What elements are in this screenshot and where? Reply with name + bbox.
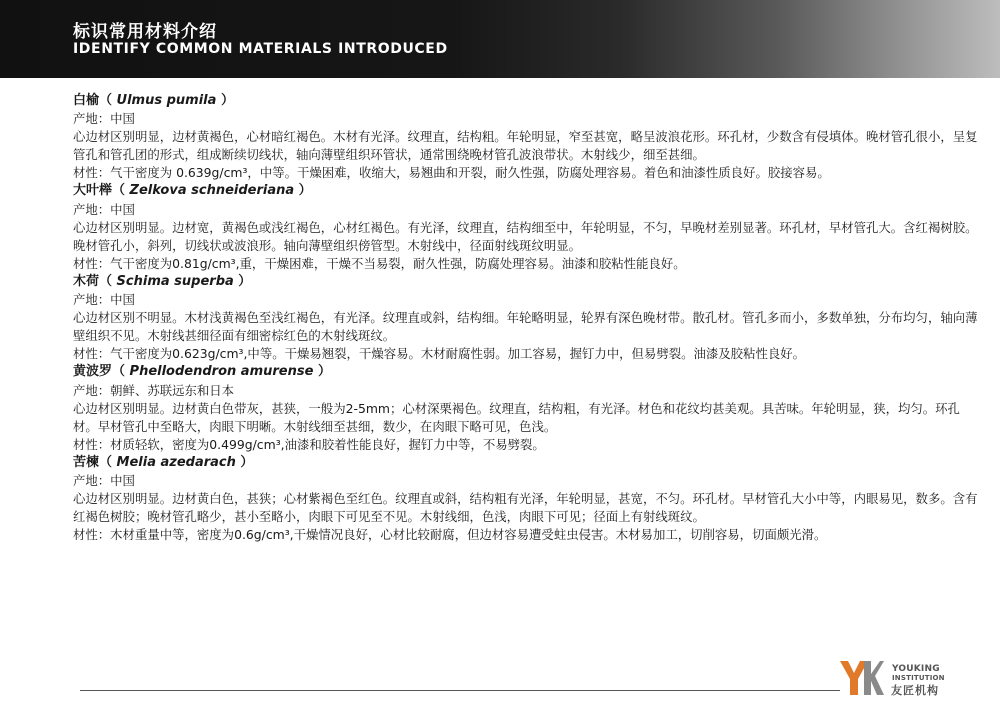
material-description: 心边材区别明显。边材黄白色带灰，甚狭，一般为2-5mm；心材深栗褐色。纹理直，结构粗，有光泽。材色和花纹均甚美观。具苦味。年轮明显，狭，均匀。环孔材。早材管孔中至略大，肉眼下明晰。木射线细至甚细，数少，在肉眼下略可见，色浅。	[73, 400, 960, 434]
material-name-latin: Phellodendron amurense	[129, 364, 314, 380]
material-description: 心边材区别不明显。木材浅黄褐色至浅红褐色，有光泽。纹理直或斜，结构细。年轮略明显，轮界有深色晚材带。散孔材。管孔多而小，多数单独，分布均匀，轴向薄壁组织不见。木射线甚细径面有细密棕红色的木射线斑纹。	[73, 310, 978, 344]
material-origin: 产地：中国	[73, 111, 135, 127]
material-properties: 材性：木材重量中等，密度为0.6g/cm³,干燥情况良好，心材比较耐腐，但边材容易遭受蛀虫侵害。木材易加工，切削容易，切面颇光滑。	[73, 527, 827, 543]
youking-logo-icon	[840, 661, 884, 695]
material-origin: 产地：中国	[73, 201, 135, 217]
material-description: 心边材区别明显，边材黄褐色，心材暗红褐色。木材有光泽。纹理直，结构粗。年轮明显，窄至甚宽，略呈波浪花形。环孔材，少数含有侵填体。晚材管孔很小，呈复管孔和管孔团的形式，组成断续切线状，轴向薄壁组织环管状，通常围绕晚材管孔波浪带状。木射线少，细至甚细。	[73, 129, 978, 163]
logo-wordmark: YOUKING	[892, 664, 940, 674]
material-description: 心边材区别明显。边材黄白色，甚狭；心材紫褐色至红色。纹理直或斜，结构粗有光泽，年轮明显，甚宽，不匀。环孔材。早材管孔大小中等，内眼易见，数多。含有红褐色树胶；晚材管孔略少，甚小至略小，肉眼下可见至不见。木射线细，色浅，肉眼下可见；径面上有射线斑纹。	[73, 491, 978, 525]
material-description: 心边材区别明显。边材宽，黄褐色或浅红褐色，心材红褐色。有光泽，纹理直，结构细至中，年轮明显，不匀，早晚材差别显著。环孔材，早材管孔大。含红褐树胶。晚材管孔小，斜列，切线状或波浪形。轴向薄壁组织傍管型。木射线中，径面射线斑纹明显。	[73, 219, 978, 253]
material-name: 黄波罗（ Phellodendron amurense ）	[73, 364, 331, 380]
logo-subtitle: INSTITUTION	[892, 674, 945, 682]
material-name: 白榆（ Ulmus pumila ）	[73, 93, 234, 108]
material-name-cn: 大叶榉	[73, 183, 113, 199]
material-entry	[73, 273, 983, 363]
material-properties: 材性：气干密度为0.81g/cm³,重，干燥困难，干燥不当易裂，耐久性强，防腐处理容易。油漆和胶粘性能良好。	[73, 255, 686, 271]
material-properties: 材性：气干密度为 0.639g/cm³，中等。干燥困难，收缩大，易翘曲和开裂，耐久性强，防腐处理容易。着色和油漆性质良好。胶接容易。	[73, 165, 830, 181]
material-entry	[73, 182, 983, 272]
page-subtitle: IDENTIFY COMMON MATERIALS INTRODUCED	[73, 41, 448, 57]
logo-chinese-name: 友匠机构	[891, 684, 939, 697]
material-name-latin: Melia azedarach	[116, 454, 236, 470]
material-origin: 产地：中国	[73, 472, 135, 488]
material-name-cn: 白榆	[73, 93, 100, 108]
material-name-latin: Ulmus pumila	[116, 93, 217, 108]
material-name-cn: 木荷	[73, 273, 100, 289]
material-name: 苦楝（ Melia azedarach ）	[73, 454, 254, 470]
material-name: 大叶榉（ Zelkova schneideriana ）	[73, 183, 312, 199]
material-name-latin: Schima superba	[116, 273, 234, 289]
material-properties: 材性：气干密度为0.623g/cm³,中等。干燥易翘裂，干燥容易。木材耐腐性弱。加工容易，握钉力中，但易劈裂。油漆及胶粘性良好。	[73, 346, 806, 362]
material-name-cn: 苦楝	[73, 454, 100, 470]
material-entry	[73, 92, 983, 182]
material-name-cn: 黄波罗	[73, 364, 113, 380]
material-name: 木荷（ Schima superba ）	[73, 273, 252, 289]
material-properties: 材性：材质轻软，密度为0.499g/cm³,油漆和胶着性能良好，握钉力中等，不易劈裂。	[73, 436, 545, 452]
material-entry	[73, 363, 983, 453]
header-banner	[0, 0, 1000, 78]
material-origin: 产地：中国	[73, 292, 135, 308]
material-name-latin: Zelkova schneideriana	[129, 183, 295, 199]
material-entry	[73, 454, 983, 544]
footer-divider	[80, 690, 840, 691]
materials-list	[73, 92, 983, 544]
material-origin: 产地：朝鲜、苏联远东和日本	[73, 382, 235, 398]
page-title: 标识常用材料介绍	[73, 22, 217, 42]
